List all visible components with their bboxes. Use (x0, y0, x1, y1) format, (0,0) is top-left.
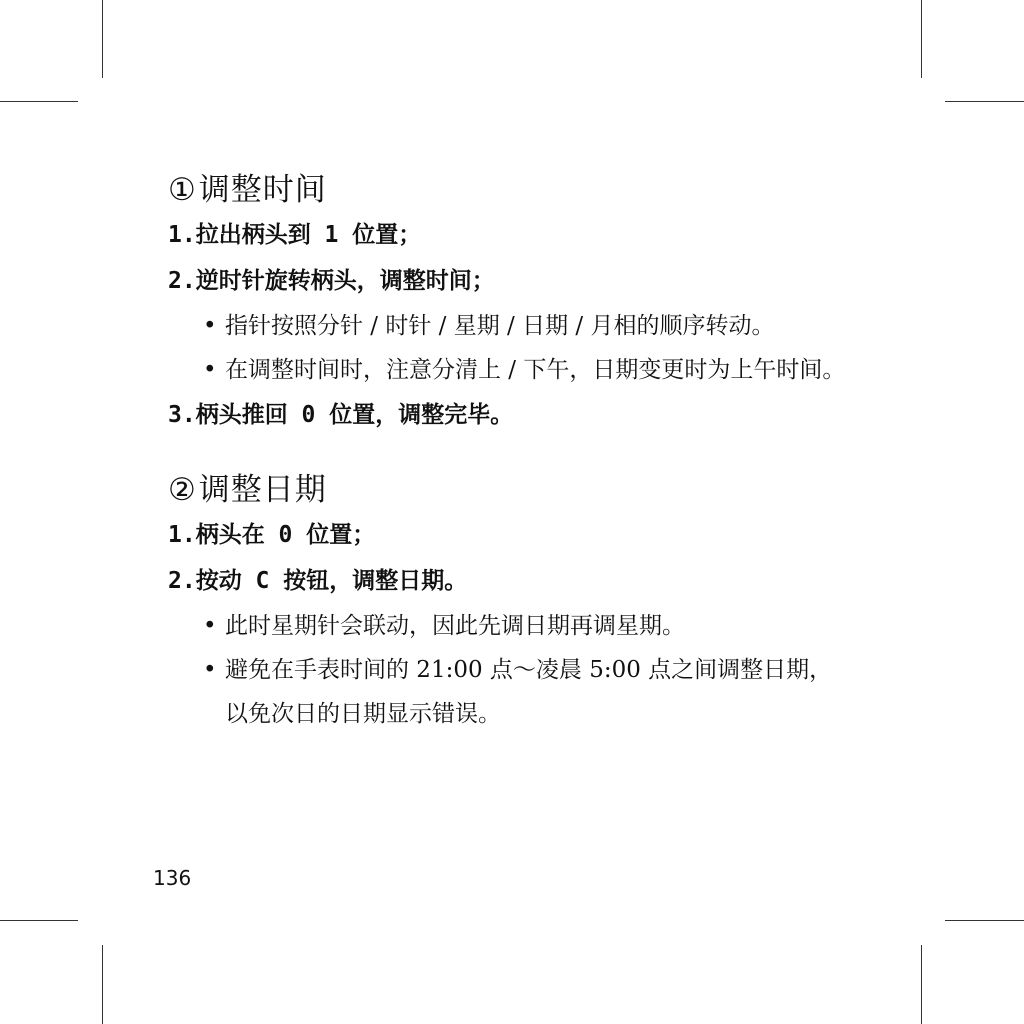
page-number: 136 (153, 866, 192, 890)
bullet-dot: • (203, 613, 217, 639)
bullet-item (168, 304, 865, 348)
section-number: ② (168, 472, 197, 508)
crop-mark (945, 101, 1024, 102)
step-item: 1.拉出柄头到 1 位置； (168, 222, 422, 248)
bullet-text: 避免在手表时间的 21:00 点～凌晨 5:00 点之间调整日期，以免次日的日期显示错误。 (225, 657, 833, 727)
bullet-list (168, 604, 868, 736)
crop-mark (921, 0, 922, 78)
bullet-dot: • (203, 313, 217, 339)
step-item: 2.按动 C 按钮，调整日期。 (168, 568, 468, 594)
crop-mark (0, 920, 78, 921)
crop-mark (921, 945, 922, 1024)
section-number: ① (168, 172, 197, 208)
bullet-dot: • (203, 657, 217, 683)
manual-page (168, 168, 868, 736)
bullet-text: 此时星期针会联动，因此先调日期再调星期。 (225, 613, 685, 639)
step-item: 3.柄头推回 0 位置，调整完毕。 (168, 402, 514, 428)
bullet-text: 在调整时间时，注意分清上 / 下午，日期变更时为上午时间。 (225, 357, 846, 383)
bullet-text: 指针按照分针 / 时针 / 星期 / 日期 / 月相的顺序转动。 (225, 313, 775, 339)
bullet-item (168, 348, 855, 392)
crop-mark (102, 0, 103, 78)
step-item: 2.逆时针旋转柄头，调整时间； (168, 268, 495, 294)
bullet-list (168, 304, 868, 392)
section-heading-adjust-time (168, 168, 868, 212)
bullet-dot: • (203, 357, 217, 383)
crop-mark (0, 101, 78, 102)
crop-mark (945, 920, 1024, 921)
section-title: 调整日期 (198, 472, 327, 508)
bullet-item (168, 604, 865, 648)
section-heading-adjust-date (168, 468, 868, 512)
crop-mark (102, 945, 103, 1024)
bullet-item (168, 648, 855, 736)
step-item: 1.柄头在 0 位置； (168, 522, 376, 548)
section-title: 调整时间 (198, 172, 327, 208)
